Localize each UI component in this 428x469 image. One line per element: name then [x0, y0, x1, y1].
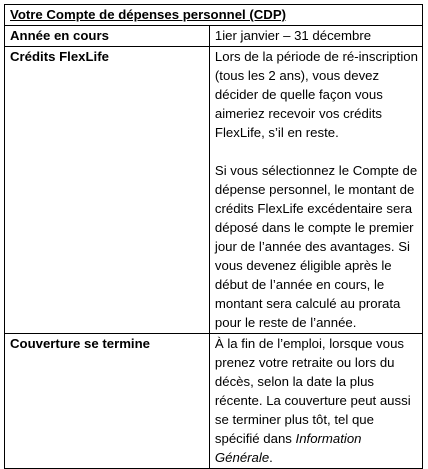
row-label-flexlife-credits: Crédits FlexLife — [5, 47, 210, 334]
flexlife-paragraph-1: Lors de la période de ré-inscription (tous les 2 ans), vous devez décider de quelle façon vous aimeriez recevoir vos crédits FlexLife, s’il en reste. — [214, 49, 418, 140]
row-value-flexlife-credits — [209, 47, 422, 334]
general-information-reference: Information Générale — [214, 431, 362, 465]
row-label-coverage-ends: Couverture se termine — [5, 334, 210, 469]
row-label-current-year: Année en cours — [5, 26, 210, 47]
table-row — [5, 26, 423, 47]
table-title: Votre Compte de dépenses personnel (CDP) — [5, 5, 423, 26]
table-title-row — [5, 5, 423, 26]
row-value-current-year: 1ier janvier – 31 décembre — [209, 26, 422, 47]
coverage-ends-text: À la fin de l’emploi, lorsque vous prenez votre retraite ou lors du décès, selon la date la plus récente. La couverture peut aussi se terminer plus tôt, tel que spécifié dans — [214, 336, 411, 446]
coverage-ends-period: . — [269, 450, 273, 465]
flexlife-paragraph-2: Si vous sélectionnez le Compte de dépense personnel, le montant de crédits FlexLife excédentaire sera déposé dans le compte le premier jour de l’année des avantages. Si vous devenez éligible après le début de l’année en cours, le montant sera calculé au prorata pour le reste de l’année. — [214, 163, 418, 330]
benefits-table — [4, 4, 423, 469]
table-row — [5, 334, 423, 469]
row-value-coverage-ends — [209, 334, 422, 469]
table-row — [5, 47, 423, 334]
